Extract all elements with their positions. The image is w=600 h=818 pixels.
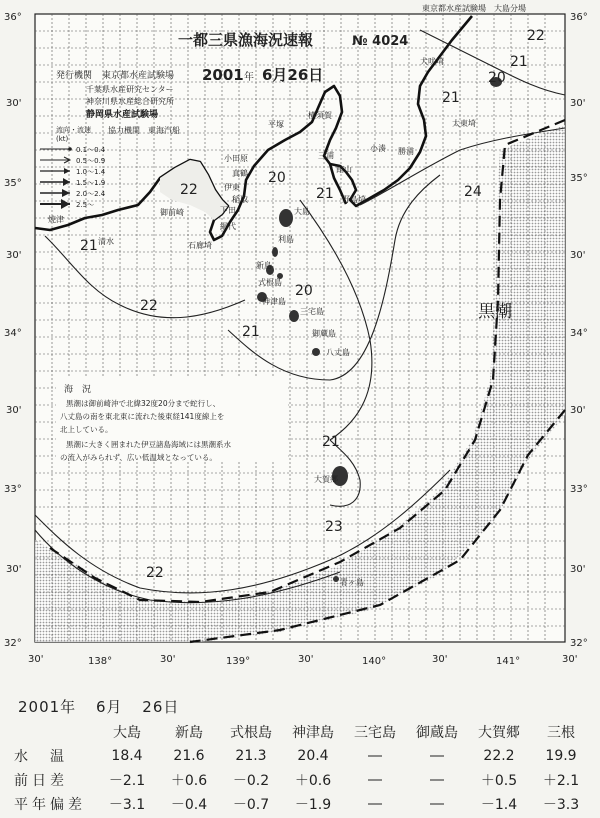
svg-text:30': 30' — [570, 405, 586, 416]
table-cell: －1.4 — [480, 797, 518, 813]
kuroshio-label: 黒潮 — [478, 302, 512, 322]
table-row — [14, 768, 592, 792]
table-cell: 20.4 — [297, 748, 329, 764]
sea-condition-notes — [56, 378, 288, 462]
svg-text:勝浦: 勝浦 — [398, 147, 414, 156]
svg-text:0.5～0.9: 0.5～0.9 — [76, 157, 106, 165]
publisher-main: 東京都水産試験場 — [102, 71, 175, 81]
svg-text:21: 21 — [510, 54, 528, 70]
svg-text:真鶴: 真鶴 — [232, 169, 248, 178]
issue-year: 2001 — [202, 66, 244, 84]
svg-text:33°: 33° — [4, 484, 22, 495]
publisher-shizuoka: 静岡県水産試験場 — [86, 110, 159, 120]
svg-text:23: 23 — [325, 519, 343, 535]
svg-text:御前崎: 御前崎 — [160, 208, 184, 217]
svg-text:八丈島: 八丈島 — [326, 348, 350, 357]
svg-text:35°: 35° — [570, 173, 588, 184]
svg-text:22: 22 — [180, 182, 198, 198]
svg-text:20: 20 — [488, 70, 506, 86]
svg-text:30': 30' — [562, 654, 578, 665]
svg-text:0.1～0.4: 0.1～0.4 — [76, 146, 106, 154]
obs-year: 2001年 — [18, 698, 77, 716]
station-header: 大島 — [113, 725, 141, 741]
svg-text:利島: 利島 — [278, 235, 294, 244]
svg-text:30': 30' — [28, 654, 44, 665]
svg-text:海 況: 海 況 — [64, 385, 92, 395]
svg-text:清水: 清水 — [98, 237, 114, 246]
svg-text:30': 30' — [570, 98, 586, 109]
svg-text:139°: 139° — [226, 656, 251, 667]
table-cell: ― — [430, 796, 444, 812]
svg-text:大島: 大島 — [294, 207, 310, 216]
publisher-kanagawa: 神奈川県水産総合研究所 — [86, 97, 174, 106]
svg-text:神津島: 神津島 — [262, 297, 286, 306]
svg-text:22: 22 — [527, 28, 545, 44]
svg-text:三浦: 三浦 — [318, 151, 334, 160]
svg-text:32°: 32° — [570, 638, 588, 649]
svg-text:1.0～1.4: 1.0～1.4 — [76, 168, 106, 176]
svg-text:焼津: 焼津 — [48, 215, 64, 224]
svg-text:大賀郷: 大賀郷 — [314, 475, 338, 484]
svg-text:小湊: 小湊 — [370, 144, 386, 153]
svg-text:青ヶ島: 青ヶ島 — [340, 578, 364, 587]
table-cell: 22.2 — [483, 748, 515, 764]
station-header: 三宅島 — [354, 725, 396, 741]
svg-text:22: 22 — [140, 298, 158, 314]
svg-text:20: 20 — [295, 283, 313, 299]
svg-text:北上している。: 北上している。 — [60, 425, 113, 434]
svg-text:30': 30' — [6, 98, 22, 109]
obs-month: 6月 — [95, 698, 123, 716]
svg-text:三宅島: 三宅島 — [300, 307, 324, 316]
table-cell: 18.4 — [111, 748, 143, 764]
svg-text:石廊埼: 石廊埼 — [188, 241, 212, 250]
table-cell: ― — [430, 772, 444, 788]
svg-text:黒潮に大きく囲まれた伊豆諸島海域には黒潮系水: 黒潮に大きく囲まれた伊豆諸島海域には黒潮系水 — [66, 440, 231, 449]
svg-text:の流入がみられず、広い低温域となっている。: の流入がみられず、広い低温域となっている。 — [60, 453, 217, 462]
svg-text:稲取: 稲取 — [232, 195, 248, 204]
svg-text:1.5～1.9: 1.5～1.9 — [76, 179, 106, 187]
svg-text:30': 30' — [160, 654, 176, 665]
obs-day: 26日 — [142, 698, 180, 716]
longitude-labels — [28, 654, 577, 667]
svg-text:34°: 34° — [570, 328, 588, 339]
table-cell: 19.9 — [545, 748, 577, 764]
svg-text:犬吠埼: 犬吠埼 — [420, 57, 444, 66]
table-cell: －3.1 — [108, 797, 146, 813]
svg-text:下田: 下田 — [220, 206, 236, 215]
table-cell: －0.7 — [232, 797, 270, 813]
table-cell: ＋0.5 — [480, 773, 518, 789]
station-header: 式根島 — [230, 725, 272, 741]
svg-text:八丈島の南を東北東に流れた後東経141度線上を: 八丈島の南を東北東に流れた後東経141度線上を — [60, 412, 225, 421]
publisher-prefix: 発行機関 — [56, 71, 93, 81]
svg-text:36°: 36° — [4, 12, 22, 23]
svg-text:(kt): (kt) — [56, 135, 69, 143]
svg-text:36°: 36° — [570, 12, 588, 23]
svg-text:33°: 33° — [570, 484, 588, 495]
table-cell: －0.4 — [170, 797, 208, 813]
water-temperature-table — [14, 720, 592, 816]
svg-text:30': 30' — [570, 250, 586, 261]
svg-text:2.5～: 2.5～ — [76, 201, 95, 209]
table-cell: －3.3 — [542, 797, 580, 813]
svg-text:20: 20 — [268, 170, 286, 186]
bulletin-title: 一都三県漁海況速報 — [178, 31, 314, 49]
station-header: 新島 — [175, 725, 203, 741]
svg-text:138°: 138° — [88, 656, 113, 667]
table-header-row — [14, 720, 592, 744]
svg-text:35°: 35° — [4, 178, 22, 189]
svg-text:横須賀: 横須賀 — [308, 111, 332, 120]
svg-text:140°: 140° — [362, 656, 387, 667]
station-header: 神津島 — [292, 725, 334, 741]
svg-text:館山: 館山 — [336, 165, 352, 174]
svg-text:黒潮は御前崎沖で北緯32度20分まで蛇行し、: 黒潮は御前崎沖で北緯32度20分まで蛇行し、 — [66, 399, 221, 408]
svg-text:34°: 34° — [4, 328, 22, 339]
svg-text:2.0～2.4: 2.0～2.4 — [76, 190, 106, 198]
svg-text:網代: 網代 — [220, 222, 236, 231]
svg-text:141°: 141° — [496, 656, 521, 667]
table-cell: 21.6 — [173, 748, 205, 764]
observation-table-area — [0, 688, 600, 818]
svg-text:伊東: 伊東 — [224, 183, 240, 192]
cooperation: 協力機関 東海汽船 — [108, 126, 180, 135]
station-header: 御蔵島 — [416, 725, 458, 741]
svg-text:流向・流速: 流向・流速 — [56, 126, 91, 134]
table-cell: －0.2 — [232, 773, 270, 789]
row-label: 前日差 — [14, 773, 68, 789]
issue-year-suffix: 年 — [244, 72, 254, 83]
source-stamp: 東京都水産試験場 大島分場 — [422, 4, 526, 13]
svg-text:30': 30' — [570, 564, 586, 575]
table-cell: ― — [368, 748, 382, 764]
svg-text:新島: 新島 — [256, 261, 272, 270]
issue-date: 6月26日 — [262, 66, 324, 84]
station-header: 大賀郷 — [478, 725, 520, 741]
svg-text:太東埼: 太東埼 — [452, 119, 476, 128]
svg-text:野島埼: 野島埼 — [342, 195, 366, 204]
map-frame — [35, 14, 565, 642]
svg-text:21: 21 — [322, 434, 340, 450]
svg-text:24: 24 — [464, 184, 482, 200]
table-cell: ― — [368, 772, 382, 788]
table-cell: ― — [430, 748, 444, 764]
svg-text:21: 21 — [80, 238, 98, 254]
svg-text:21: 21 — [442, 90, 460, 106]
svg-text:30': 30' — [6, 405, 22, 416]
issue-number: № 4024 — [352, 34, 409, 49]
svg-text:32°: 32° — [4, 638, 22, 649]
table-cell: ＋2.1 — [542, 773, 580, 789]
row-label: 水 温 — [14, 749, 68, 765]
svg-text:式根島: 式根島 — [258, 278, 282, 287]
svg-text:平塚: 平塚 — [268, 120, 284, 129]
table-row — [14, 744, 592, 768]
station-header: 三根 — [547, 725, 575, 741]
table-row — [14, 792, 592, 816]
table-cell: ― — [368, 796, 382, 812]
table-cell: ＋0.6 — [294, 773, 332, 789]
svg-text:21: 21 — [242, 324, 260, 340]
svg-text:30': 30' — [432, 654, 448, 665]
svg-text:御蔵島: 御蔵島 — [312, 329, 336, 338]
row-label: 平年偏差 — [14, 797, 86, 813]
observation-date — [18, 696, 193, 717]
svg-text:30': 30' — [6, 564, 22, 575]
svg-text:小田原: 小田原 — [224, 154, 248, 163]
publisher-chiba: 千葉県水産研究センター — [86, 85, 174, 94]
table-cell: ＋0.6 — [170, 773, 208, 789]
svg-text:30': 30' — [6, 250, 22, 261]
table-cell: －2.1 — [108, 773, 146, 789]
table-cell: 21.3 — [235, 748, 267, 764]
table-cell: －1.9 — [294, 797, 332, 813]
svg-text:21: 21 — [316, 186, 334, 202]
svg-text:22: 22 — [146, 565, 164, 581]
svg-text:30': 30' — [298, 654, 314, 665]
